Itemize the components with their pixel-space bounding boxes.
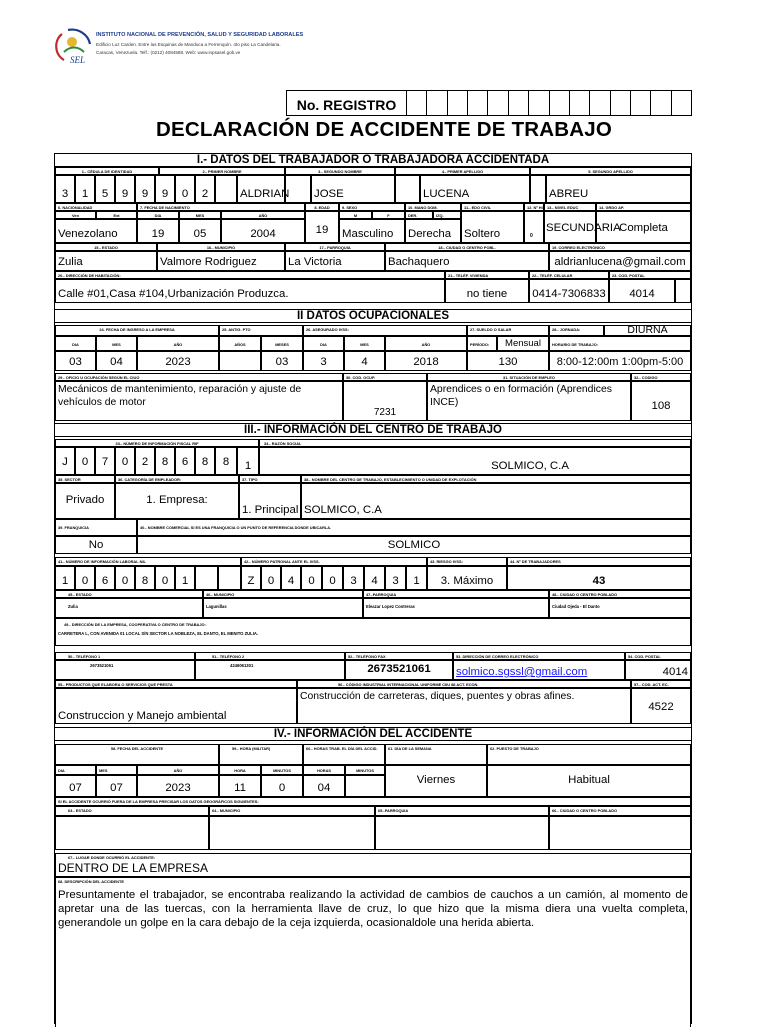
registro-label: No. REGISTRO (287, 91, 407, 115)
cod-postal-label-cell: 23. COD. POSTAL (609, 271, 691, 279)
sueldo-value[interactable]: 130 (467, 351, 549, 371)
primer-apellido-label-cell: 4.- PRIMER APELLIDO (395, 167, 530, 175)
razon-social-value[interactable]: SOLMICO, C.A (259, 447, 691, 475)
cedula-label-cell: 1.- CÉDULA DE IDENTIDAD (55, 167, 159, 175)
horario-value[interactable]: 8:00-12:00m 1:00pm-5:00 (549, 351, 691, 371)
cedula-digit[interactable]: 2 (195, 175, 215, 203)
dia-semana-label-cell: 61. DÍA DE LA SEMANA (385, 744, 487, 765)
periodo-label-cell: PERÍODO: (467, 336, 497, 351)
n-hij-label-cell: 12. Nº HIJ (524, 203, 544, 211)
jornada-value[interactable]: DIURNA (604, 325, 691, 336)
registro-cell[interactable] (488, 91, 508, 115)
segundo-nombre-value[interactable]: JOSE (311, 175, 395, 203)
f-label-cell: F (372, 211, 405, 219)
horario-label-cell: HORARIO DE TRABAJO: (549, 336, 691, 351)
correo53-label-cell: 53. DIRECCIÓN DE CORREO ELECTRÓNICO (453, 652, 625, 660)
direccion-label-cell: 20.- DIRECCIÓN DE HABITACIÓN: (55, 271, 445, 279)
segundo-nombre-label-cell: 3.- SEGUNDO NOMBRE (285, 167, 395, 175)
rif-digit[interactable]: 8 (155, 447, 175, 475)
fecha-nac-label-cell: 7. FECHA DE NACIMIENTO (137, 203, 305, 211)
cedula-digit[interactable]: 9 (115, 175, 135, 203)
cedula-digit[interactable]: 9 (135, 175, 155, 203)
patronal-digit[interactable]: 0 (322, 566, 343, 590)
lugar-cell[interactable] (55, 853, 691, 877)
institute-address-2: Caracas, Venezuela. Telf.: (0212) 4084588. Web: www.inpsasel.gob.ve (96, 50, 241, 55)
institute-address-1: Edificio Luz Carden. Entre las Esquinas de Manduca a Ferrenquín. 4to piso La Candelaria. (96, 42, 281, 47)
registro-cell[interactable] (570, 91, 590, 115)
n-hij-value[interactable]: 0 (524, 211, 544, 243)
nil-digit[interactable] (195, 566, 218, 590)
estado63-label-cell: 63.- ESTADO (55, 806, 209, 816)
nil-digit[interactable]: 0 (75, 566, 95, 590)
n-trab-value[interactable]: 43 (507, 566, 691, 590)
aseg-anio-value[interactable]: 2018 (385, 351, 467, 371)
ciudad48-value[interactable]: Ciudad Ojeda - El Danto (549, 598, 691, 618)
rif-digit[interactable]: 0 (75, 447, 95, 475)
municipio64-value[interactable] (209, 816, 375, 850)
direccion49-cell[interactable] (55, 618, 691, 646)
sexo-value[interactable]: Masculino (339, 219, 405, 243)
parroquia47-label-cell: 47.-PARROQUIA (363, 590, 549, 598)
acc-minutos-label-cell: MINUTOS (261, 765, 303, 775)
cod-ocup-label-cell: 30. COD. OCUP. (343, 373, 427, 381)
asegurado-label-cell: 26. ASEGURADO IVSS: (303, 325, 467, 336)
ing-mes-label-cell: MES (96, 336, 137, 351)
cedula-digit[interactable]: 0 (175, 175, 195, 203)
registro-cell[interactable] (590, 91, 610, 115)
ing-dia-value[interactable]: 03 (55, 351, 96, 371)
registro-cell[interactable] (427, 91, 447, 115)
cedula-extra-cell[interactable] (215, 175, 237, 203)
rif-digit[interactable]: 8 (195, 447, 215, 475)
nac-mes-value[interactable]: 05 (179, 219, 221, 243)
acc-horas-trab-value[interactable]: 04 (303, 775, 345, 797)
segundo-nombre-extra[interactable] (395, 175, 420, 203)
descripcion-value: Presuntamente el trabajador, se encontraba realizando la actividad de cambios de cauchos a un camión, al momento de apretar una de las tuercas, con la herramienta llave de cruz, lo que hizo que la misma diera una vuelta completa, generandole un golpe en la cara debajo de la ceja izquierda, ocasionaldole una herida abierta. (58, 889, 688, 930)
acc-hora-value[interactable]: 11 (219, 775, 261, 797)
ciiu-value[interactable]: Construcción de carreteras, diques, puentes y obras afines. (297, 688, 631, 724)
situacion-label-cell: 31. SITUACIÓN DE EMPLEO (427, 373, 631, 381)
ven-label-cell: Ven (55, 211, 96, 219)
registro-cell[interactable] (611, 91, 631, 115)
categoria-value[interactable]: 1. Empresa: (115, 483, 239, 519)
dia-label-cell: DIA (137, 211, 179, 219)
fecha-ingreso-label-cell: 24. FECHA DE INGRESO A LA EMPRESA (55, 325, 219, 336)
cedula-digit[interactable]: 3 (55, 175, 75, 203)
cod-act-value[interactable]: 4522 (631, 688, 691, 724)
registro-cell[interactable] (550, 91, 570, 115)
rif-label-cell: 33.- NÚMERO DE INFORMACIÓN FISCAL RIF (55, 439, 259, 447)
segundo-apellido-label-cell: 5. SEGUNDO APELLIDO (530, 167, 691, 175)
nil-digit[interactable]: 8 (135, 566, 155, 590)
acc-minutos-trab-label-cell: MINUTOS (345, 765, 385, 775)
patronal-digit[interactable]: Z (241, 566, 261, 590)
primer-nombre-value[interactable]: ALDRIAN (237, 175, 285, 203)
edad-label-cell: 8. EDAD (305, 203, 339, 211)
tel2-value[interactable]: 4246061301 (195, 660, 345, 680)
sueldo-label-cell: 27. SUELDO O SALAR (467, 325, 549, 336)
estado45-label-cell: 45.- ESTADO (55, 590, 203, 598)
lugar-label: 67.- LUGAR DONDE OCURRIÓ EL ACCIDENTE: (68, 855, 156, 860)
fuera-empresa-note: SI EL ACCIDENTE OCURRIÓ FUERA DE LA EMPRESA PRECISAR LOS DATOS GEOGRÁFICOS SIGUIENTES: (55, 797, 691, 806)
edo-civil-label-cell: 11.- EDO CIVIL (461, 203, 524, 211)
acc-hora-label-cell: HORA (219, 765, 261, 775)
municipio46-label-cell: 46.- MUNICIPIO (203, 590, 363, 598)
nivel-educ-label-cell: 13.- NIVEL EDUC (544, 203, 596, 211)
sexo-label-cell: 9. SEXO (339, 203, 405, 211)
ciudad48-label-cell: 48.- CIUDAD O CENTRO POBLADO (549, 590, 691, 598)
fax-label-cell: 52.- TELÉFONO FAX (345, 652, 453, 660)
patronal-digit[interactable]: 0 (261, 566, 281, 590)
categoria-label-cell: 36. CATEGORÍA DE EMPLEADOR: (115, 475, 239, 483)
nac-anio-value[interactable]: 2004 (221, 219, 305, 243)
tipo-label-cell: 37. TIPO (239, 475, 301, 483)
acc-dia-label-cell: DIA (55, 765, 96, 775)
patronal-digit[interactable]: 4 (364, 566, 385, 590)
dia-semana-value[interactable]: Viernes (385, 765, 487, 797)
grdo-label-cell: 14. GRDO AP. (596, 203, 691, 211)
tlf-viv-label-cell: 21.- TELÉF. VIVIENDA (445, 271, 529, 279)
franquicia-value[interactable]: No (55, 536, 137, 554)
nil-label-cell: 41.- NÚMERO DE INFORMACIÓN LABORAL NIL (55, 557, 241, 566)
ing-mes-value[interactable]: 04 (96, 351, 137, 371)
aseg-dia-value[interactable]: 3 (303, 351, 344, 371)
m-label-cell: M (339, 211, 372, 219)
productos-label-cell: 55.- PRODUCTOS QUE ELABORA O SERVICIOS QUE PRESTA (55, 680, 297, 688)
tlf-viv-value[interactable]: no tiene (445, 279, 529, 303)
nombre-centro-label-cell: 38.- NOMBRE DEL CENTRO DE TRABAJO, ESTABLECIMIENTO O UNIDAD DE EXPLOTACIÓN (301, 475, 691, 483)
parroquia-value[interactable]: La Victoria (285, 251, 385, 271)
tlf-cel-value[interactable]: 0414-7306833 (529, 279, 609, 303)
rif-digit[interactable]: 0 (115, 447, 135, 475)
puesto-value[interactable]: Habitual (487, 765, 691, 797)
patronal-digit[interactable]: 0 (301, 566, 322, 590)
nivel-educ-value[interactable]: SECUNDARIA (544, 211, 596, 243)
declaration-form (54, 153, 692, 1024)
registro-cell[interactable] (529, 91, 549, 115)
correo-value[interactable]: aldrianlucena@gmail.com (549, 251, 691, 271)
tel2-label-cell: 51.- TELÉFONO 2 (195, 652, 345, 660)
der-label-cell: DER. (405, 211, 433, 219)
logo-lettering: SEL (70, 55, 86, 65)
segundo-apellido-value[interactable]: ABREU (546, 175, 691, 203)
direccion49-label: 49.- DIRECCIÓN DE LA EMPRESA, COOPERATIVA O CENTRO DE TRABAJO: (64, 622, 206, 627)
periodo-value[interactable]: Mensual (497, 336, 549, 351)
cod-ocup-value[interactable]: 7231 (343, 381, 427, 421)
municipio-label-cell: 16.- MUNICIPIO (157, 243, 285, 251)
aseg-mes-label-cell: MES (344, 336, 385, 351)
edo-civil-value[interactable]: Soltero (461, 211, 524, 243)
hora-label-cell: 59.- HORA (MILITAR) (219, 744, 303, 765)
nil-digit[interactable]: 1 (175, 566, 195, 590)
acc-horas-label-cell: HORAS (303, 765, 345, 775)
registro-box (286, 90, 692, 116)
ing-anio-value[interactable]: 2023 (137, 351, 219, 371)
cod-act-label-cell: 57.- COD. ACT. EC. (631, 680, 691, 688)
patronal-label-cell: 42.- NÚMERO PATRONAL ANTE EL IVSS. (241, 557, 427, 566)
ing-anio-label-cell: AÑO (137, 336, 219, 351)
registro-cell[interactable] (672, 91, 691, 115)
rif-digit[interactable]: J (55, 447, 75, 475)
estado45-value[interactable]: Zulia (55, 598, 203, 618)
direccion49-value: CARRETERA L, CON AVENIDA 01 LOCAL S/N SECTOR LA NOBLEZA, EL DANTO, EL MENITO ZULIA. (58, 631, 259, 636)
patronal-digit[interactable]: 3 (385, 566, 406, 590)
acc-minutos-trab-value[interactable] (345, 775, 385, 797)
primer-nombre-extra[interactable] (285, 175, 311, 203)
ciudad66-label-cell: 66.- CIUDAD O CENTRO POBLADO (549, 806, 691, 816)
direccion-value[interactable]: Calle #01,Casa #104,Urbanización Produzca. (55, 279, 445, 303)
estado-value[interactable]: Zulia (55, 251, 157, 271)
cod-postal54-label-cell: 54. COD. POSTAL (625, 652, 691, 660)
anio-label-cell: AÑO (221, 211, 305, 219)
primer-apellido-extra[interactable] (530, 175, 546, 203)
parroquia65-label-cell: 65.-PARROQUIA (375, 806, 549, 816)
riesgo-label-cell: 43. RIESGO IVSS: (427, 557, 507, 566)
patronal-digit[interactable]: 4 (281, 566, 301, 590)
parroquia47-value[interactable]: Eleazar Lopez Contreras (363, 598, 549, 618)
antig-anios-value[interactable] (219, 351, 261, 371)
tel1-value[interactable]: 2673521061 (55, 660, 195, 680)
antig-meses-value[interactable]: 03 (261, 351, 303, 371)
acc-minutos-value[interactable]: 0 (261, 775, 303, 797)
registro-cell[interactable] (407, 91, 427, 115)
aseg-anio-label-cell: AÑO (385, 336, 467, 351)
municipio64-label-cell: 64.- MUNICIPIO (209, 806, 375, 816)
municipio-value[interactable]: Valmore Rodriguez (157, 251, 285, 271)
aseg-dia-label-cell: DIA (303, 336, 344, 351)
izq-label-cell: IZQ. (433, 211, 461, 219)
inpsasel-logo (52, 26, 94, 66)
section-4-header: IV.- INFORMACIÓN DEL ACCIDENTE (55, 727, 691, 741)
registro-cell[interactable] (509, 91, 529, 115)
tipo-value[interactable]: 1. Principal (239, 483, 301, 519)
codigo32-value[interactable]: 108 (631, 381, 691, 421)
ext-label-cell: Ext (96, 211, 137, 219)
codigo32-label-cell: 32.- CODIGO (631, 373, 691, 381)
riesgo-value[interactable]: 3. Máximo (427, 566, 507, 590)
cod-postal-extra[interactable] (675, 279, 691, 303)
antig-meses-label-cell: MESES (261, 336, 303, 351)
nil-digit[interactable]: 0 (155, 566, 175, 590)
institute-name: INSTITUTO NACIONAL DE PREVENCIÓN, SALUD Y SEGURIDAD LABORALES (96, 32, 304, 38)
nombre-comercial-value[interactable]: SOLMICO (137, 536, 691, 554)
cod-postal54-value[interactable]: 4014 (625, 660, 691, 680)
parroquia-label-cell: 17.- PARROQUIA (285, 243, 385, 251)
nacionalidad-label-cell: 6. NACIONALIDAD (55, 203, 137, 211)
estado-label-cell: 15.- ESTADO (55, 243, 157, 251)
aseg-mes-value[interactable]: 4 (344, 351, 385, 371)
ciudad-value[interactable]: Bachaquero (385, 251, 549, 271)
ciudad66-value[interactable] (549, 816, 691, 850)
section-2-header: II DATOS OCUPACIONALES (55, 309, 691, 323)
municipio46-value[interactable]: Lagunillas (203, 598, 363, 618)
nil-digit[interactable] (218, 566, 241, 590)
tel1-label-cell: 50.- TELÉFONO 1 (55, 652, 195, 660)
correo53-link: solmico.sgssl@gmail.com (456, 666, 588, 678)
oficio-value[interactable]: Mecánicos de mantenimiento, reparación y ajuste de vehículos de motor (55, 381, 343, 421)
section-3-header: III.- INFORMACIÓN DEL CENTRO DE TRABAJO (55, 423, 691, 437)
rif-digit[interactable]: 6 (175, 447, 195, 475)
ciiu-label-cell: 56.- CÓDIGO INDUSTRIAL INTERNACIONAL UNIFORME CIIU 88 ACT. ECON. (297, 680, 631, 688)
oficio-label-cell: 29.- OFICIO U OCUPACIÓN SEGÚN EL CIUO (55, 373, 343, 381)
puesto-label-cell: 62. PUESTO DE TRABAJO (487, 744, 691, 765)
patronal-digit[interactable]: 1 (406, 566, 427, 590)
nil-digit[interactable]: 1 (55, 566, 75, 590)
edad-value[interactable]: 19 (305, 211, 339, 243)
correo-label-cell: 19. CORREO ELECTRÓNICO (549, 243, 691, 251)
lugar-value: DENTRO DE LA EMPRESA (58, 861, 209, 875)
mano-label-cell: 10. MANO DOM. (405, 203, 461, 211)
rif-digit[interactable]: 7 (95, 447, 115, 475)
grdo-value[interactable]: Completa (596, 211, 691, 243)
cedula-digit[interactable]: 1 (75, 175, 95, 203)
rif-digit[interactable]: 8 (215, 447, 237, 475)
nombre-centro-value[interactable]: SOLMICO, C.A (301, 483, 691, 519)
n-trab-label-cell: 44. Nº DE TRABAJADORES (507, 557, 691, 566)
mano-value[interactable]: Derecha (405, 219, 461, 243)
fecha-acc-label-cell: 58. FECHA DEL ACCIDENTE (55, 744, 219, 765)
ciudad-label-cell: 18.- CIUDAD O CENTRO POBL. (385, 243, 549, 251)
horas-trab-label-cell: 60.- HORAS TRAB. EL DÍA DEL ACCID. (303, 744, 385, 765)
acc-dia-value[interactable]: 07 (55, 775, 96, 797)
estado63-value[interactable] (55, 816, 209, 850)
acc-anio-value[interactable]: 2023 (137, 775, 219, 797)
registro-cell[interactable] (468, 91, 488, 115)
form-title: DECLARACIÓN DE ACCIDENTE DE TRABAJO (155, 118, 613, 141)
fax-value[interactable]: 2673521061 (345, 660, 453, 680)
descripcion-cell[interactable] (55, 877, 691, 1027)
patronal-digit[interactable]: 3 (343, 566, 364, 590)
descripcion-label: 68. DESCRIPCIÓN DEL ACCIDENTE (58, 879, 124, 884)
rif-digit[interactable]: 2 (135, 447, 155, 475)
antig-anios-label-cell: AÑOS (219, 336, 261, 351)
nac-dia-value[interactable]: 19 (137, 219, 179, 243)
cedula-digit[interactable]: 5 (95, 175, 115, 203)
cod-postal-value[interactable]: 4014 (609, 279, 675, 303)
tlf-cel-label-cell: 22.- TELÉF. CELULAR (529, 271, 609, 279)
franquicia-label-cell: 39. FRANQUICIA (55, 519, 137, 536)
antig-label-cell: 25. ANTIG. PTO (219, 325, 303, 336)
registro-cell[interactable] (631, 91, 651, 115)
primer-apellido-value[interactable]: LUCENA (420, 175, 530, 203)
cedula-digit[interactable]: 9 (155, 175, 175, 203)
mes-label-cell: MES (179, 211, 221, 219)
ing-dia-label-cell: DIA (55, 336, 96, 351)
registro-cell[interactable] (651, 91, 671, 115)
nil-digit[interactable]: 6 (95, 566, 115, 590)
nacionalidad-value[interactable]: Venezolano (55, 219, 137, 243)
razon-label-cell: 34.- RAZÓN SOCIAL (259, 439, 691, 447)
sector-value[interactable]: Privado (55, 483, 115, 519)
registro-cell[interactable] (448, 91, 468, 115)
parroquia65-value[interactable] (375, 816, 549, 850)
rif-digit[interactable]: 1 (237, 447, 259, 475)
nil-digit[interactable]: 0 (115, 566, 135, 590)
acc-mes-label-cell: MES (96, 765, 137, 775)
nombre-comercial-label-cell: 40.- NOMBRE COMERCIAL SI ES UNA FRANQUICIA O UN PUNTO DE REFERENCIA DONDE UBICARLA. (137, 519, 691, 536)
primer-nombre-label-cell: 2.- PRIMER NOMBRE (159, 167, 285, 175)
productos-value[interactable]: Construccion y Manejo ambiental (55, 688, 297, 724)
situacion-value[interactable]: Aprendices o en formación (Aprendices INCE) (427, 381, 631, 421)
sector-label-cell: 35. SECTOR (55, 475, 115, 483)
correo53-value[interactable] (453, 660, 625, 680)
jornada-label-cell: 28.- JORNADA: (549, 325, 604, 336)
acc-mes-value[interactable]: 07 (96, 775, 137, 797)
section-1-header: I.- DATOS DEL TRABAJADOR O TRABAJADORA ACCIDENTADA (55, 153, 691, 167)
acc-anio-label-cell: AÑO (137, 765, 219, 775)
